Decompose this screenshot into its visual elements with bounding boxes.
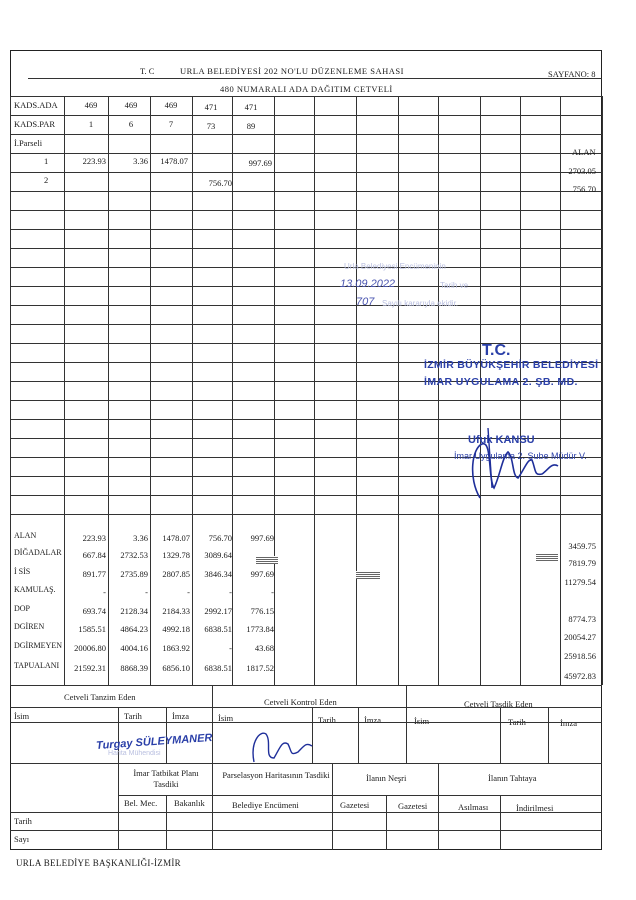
- tarih-label: Tarih: [318, 715, 336, 725]
- tanzim-stamp-role: Harita Mühendisi: [108, 750, 161, 757]
- grid-column-line: [274, 96, 275, 685]
- parcel-cell: 223.93: [82, 156, 106, 166]
- grid-column-line: [10, 96, 11, 685]
- summary-cell: 1585.51: [78, 624, 106, 634]
- parcel-cell: 1478.07: [160, 156, 188, 166]
- summary-total: 8774.73: [568, 614, 596, 624]
- summary-cell: 2992.17: [204, 606, 232, 616]
- par-value: 1: [88, 119, 94, 129]
- council-stamp-date: 13.09.2022: [340, 278, 396, 290]
- summary-cell: 6838.51: [204, 663, 232, 673]
- grid-row-line: [10, 267, 602, 268]
- summary-cell: 1478.07: [162, 533, 190, 543]
- grid-column-line: [314, 96, 315, 685]
- summary-cell: 2735.89: [120, 569, 148, 579]
- header-tc: T. C: [140, 66, 155, 76]
- kads-par-label: KADS.PAR: [14, 119, 56, 129]
- tanzim-label: Cetveli Tanzim Eden: [64, 692, 136, 702]
- grid-column-line: [398, 96, 399, 685]
- grid-row-line: [10, 153, 602, 154]
- council-stamp-line1: Urla Belediyesi Encümeninin: [344, 262, 446, 271]
- indirilmesi-label: İndirilmesi: [516, 803, 554, 813]
- summary-row-label: DGİRMEYEN: [14, 641, 62, 650]
- rule: [10, 96, 602, 97]
- summary-cell: 1817.52: [246, 663, 274, 673]
- izmir-stamp-tc: T.C.: [482, 342, 511, 359]
- grid-row-line: [10, 191, 602, 192]
- council-stamp-line2: Tarih ve: [440, 281, 469, 290]
- grid-row-line: [10, 115, 602, 116]
- summary-total: 45972.83: [564, 671, 596, 681]
- summary-cell: 2732.53: [120, 550, 148, 560]
- grid-row-line: [10, 210, 602, 211]
- kontrol-label: Cetveli Kontrol Eden: [264, 697, 337, 707]
- summary-row-label: DİĞADALAR: [14, 548, 62, 557]
- summary-cell: 4004.16: [120, 643, 148, 653]
- summary-row-label: DGİREN: [14, 622, 45, 631]
- alan-header: ALAN: [572, 147, 596, 157]
- header-subtitle: 480 NUMARALI ADA DAĞITIM CETVELİ: [220, 84, 393, 94]
- tarih-label: Tarih: [124, 711, 142, 721]
- imza-label: İmza: [364, 715, 381, 725]
- header-title: URLA BELEDİYESİ 202 NO'LU DÜZENLEME SAHASI: [180, 66, 404, 76]
- ada-value: 471: [244, 102, 258, 112]
- parcel-no: 2: [44, 175, 49, 185]
- parcel-cell: 756.70: [208, 178, 232, 188]
- sayi-row-label: Sayı: [14, 834, 30, 844]
- redaction-mark: [356, 571, 380, 579]
- parselasyon-label: Parselasyon Haritasının Tasdiki: [222, 770, 330, 780]
- summary-cell: 667.84: [82, 550, 106, 560]
- grid-row-line: [10, 400, 602, 401]
- grid-column-line: [438, 96, 439, 685]
- ilanin-tahtaya-label: İlanın Tahtaya: [488, 773, 537, 783]
- tatbikat-label: İmar Tatbikat Planı Tasdiki: [133, 768, 199, 789]
- summary-row-label: DOP: [14, 604, 31, 613]
- kads-ada-label: KADS.ADA: [14, 100, 58, 110]
- summary-cell: 4864.23: [120, 624, 148, 634]
- ada-value: 469: [164, 100, 178, 110]
- summary-cell: 891.77: [82, 569, 106, 579]
- summary-cell: 6856.10: [162, 663, 190, 673]
- parcel-alan: 756.70: [572, 184, 596, 194]
- grid-column-line: [356, 96, 357, 685]
- grid-row-line: [10, 172, 602, 173]
- summary-cell: -: [229, 643, 232, 653]
- summary-row-label: TAPUALANI: [14, 661, 60, 670]
- redaction-mark: [256, 556, 278, 564]
- tarih-label: Tarih: [508, 717, 526, 727]
- summary-cell: 3089.64: [204, 550, 232, 560]
- summary-cell: -: [229, 587, 232, 597]
- par-value: 89: [246, 121, 256, 131]
- summary-cell: 2184.33: [162, 606, 190, 616]
- summary-cell: 997.69: [250, 569, 274, 579]
- par-value: 7: [168, 119, 174, 129]
- summary-row-label: İ SİS: [14, 567, 31, 576]
- rule: [28, 78, 602, 79]
- council-stamp-line3: Sayılı kararıyla ekidir.: [382, 299, 459, 308]
- summary-cell: -: [271, 587, 274, 597]
- summary-total: 11279.54: [564, 577, 596, 587]
- bel-mec-label: Bel. Mec.: [124, 798, 158, 808]
- signature-icon: [458, 418, 568, 508]
- gazetesi-label: Gazetesi: [398, 801, 428, 811]
- par-value: 73: [206, 121, 216, 131]
- isim-label: İsim: [14, 711, 30, 721]
- summary-total: 3459.75: [568, 541, 596, 551]
- summary-cell: 1329.78: [162, 550, 190, 560]
- izmir-stamp-line2: İMAR UYGULAMA 2. ŞB. MD.: [424, 376, 578, 388]
- summary-cell: 997.69: [250, 533, 274, 543]
- tanzim-stamp-name: Turgay SÜLEYMANER: [95, 731, 213, 753]
- redaction-mark: [536, 553, 558, 561]
- grid-row-line: [10, 324, 602, 325]
- ada-value: 469: [84, 100, 98, 110]
- summary-cell: 3846.34: [204, 569, 232, 579]
- ada-value: 469: [124, 100, 138, 110]
- imza-label: İmza: [560, 718, 577, 728]
- isim-label: İsim: [414, 716, 430, 726]
- summary-cell: 43.68: [254, 643, 274, 653]
- summary-cell: 693.74: [82, 606, 106, 616]
- page-number: SAYFANO: 8: [548, 69, 596, 79]
- summary-cell: 2807.85: [162, 569, 190, 579]
- summary-cell: 3.36: [133, 533, 148, 543]
- belediye-encumeni-label: Belediye Encümeni: [232, 800, 299, 810]
- summary-total: 7819.79: [568, 558, 596, 568]
- tasdik-label: Cetveli Tasdik Eden: [464, 699, 533, 709]
- izmir-stamp-role: İmar Uygulama 2. Şube Müdür V.: [454, 451, 587, 461]
- summary-row-label: ALAN: [14, 531, 37, 540]
- ilanin-nesri-label: İlanın Neşri: [366, 773, 407, 783]
- izmir-stamp-name: Ufuk KANSU: [468, 434, 535, 446]
- summary-cell: 756.70: [208, 533, 232, 543]
- grid-row-line: [10, 286, 602, 287]
- summary-cell: 20006.80: [74, 643, 106, 653]
- summary-total: 25918.56: [564, 651, 596, 661]
- iparsel-label: İ.Parseli: [14, 138, 43, 148]
- grid-row-line: [10, 305, 602, 306]
- grid-column-line: [602, 96, 603, 685]
- summary-cell: 6838.51: [204, 624, 232, 634]
- council-stamp-number: 707: [356, 296, 375, 308]
- bakanlik-label: Bakanlık: [174, 798, 205, 808]
- summary-cell: 4992.18: [162, 624, 190, 634]
- tarih-row-label: Tarih: [14, 816, 32, 826]
- isim-label: İsim: [218, 713, 234, 723]
- parcel-alan: 2703.05: [568, 166, 596, 176]
- summary-cell: 223.93: [82, 533, 106, 543]
- grid-column-line: [480, 96, 481, 685]
- summary-cell: 1863.92: [162, 643, 190, 653]
- bottom-caption: URLA BELEDİYE BAŞKANLIĞI-İZMİR: [16, 858, 181, 868]
- grid-row-line: [10, 134, 602, 135]
- summary-cell: 2128.34: [120, 606, 148, 616]
- grid-column-line: [520, 96, 521, 685]
- imza-label: İmza: [172, 711, 189, 721]
- summary-row-label: KAMULAŞ.: [14, 585, 56, 594]
- ada-value: 471: [204, 102, 218, 112]
- summary-cell: 8868.39: [120, 663, 148, 673]
- summary-cell: 776.15: [250, 606, 274, 616]
- grid-row-line: [10, 514, 602, 515]
- summary-cell: -: [187, 587, 190, 597]
- signature-icon: [246, 722, 326, 766]
- izmir-stamp-line1: İZMİR BÜYÜKŞEHİR BELEDİYESİ: [424, 359, 599, 371]
- grid-row-line: [10, 343, 602, 344]
- summary-cell: -: [145, 587, 148, 597]
- grid-row-line: [10, 229, 602, 230]
- summary-cell: -: [103, 587, 106, 597]
- summary-total: 20054.27: [564, 632, 596, 642]
- summary-cell: 21592.31: [74, 663, 106, 673]
- grid-row-line: [10, 248, 602, 249]
- parcel-cell: 3.36: [133, 156, 148, 166]
- par-value: 6: [128, 119, 134, 129]
- asilmasi-label: Asılması: [458, 802, 489, 812]
- gazetesi-label: Gazetesi: [340, 800, 370, 810]
- parcel-no: 1: [44, 156, 49, 166]
- parcel-cell: 997.69: [248, 158, 272, 168]
- summary-cell: 1773.84: [246, 624, 274, 634]
